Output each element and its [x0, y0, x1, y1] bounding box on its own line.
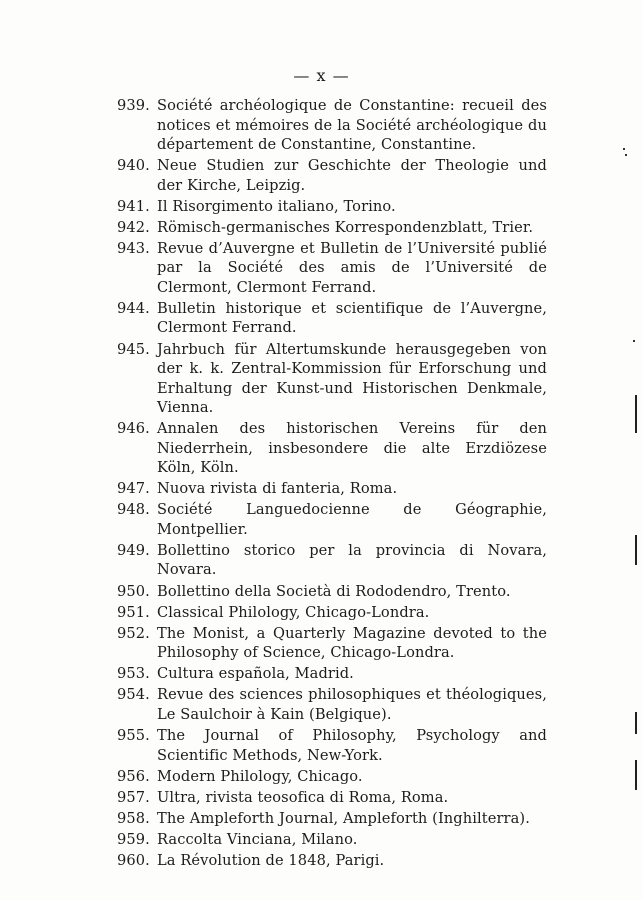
entry-text: The Monist, a Quarterly Magazine devoted to the Philosophy of Science, Chicago-Londra.	[157, 624, 547, 662]
list-item	[117, 767, 547, 787]
entry-text: Bollettino della Società di Rododendro, Trento.	[157, 582, 511, 600]
scan-speck	[623, 148, 625, 150]
entry-number: 941.	[117, 197, 150, 215]
entry-text: The Journal of Philosophy, Psychology and Scientific Methods, New-York.	[157, 727, 547, 764]
list-item	[117, 340, 547, 418]
scan-speck	[633, 340, 635, 342]
entry-text: Il Risorgimento italiano, Torino.	[157, 197, 396, 215]
entry-number: 959.	[117, 830, 150, 848]
scan-speck	[625, 154, 627, 156]
entry-text: Bollettino storico per la provincia di Novara, Novara.	[157, 541, 547, 579]
list-item	[117, 851, 547, 871]
entry-number: 943.	[117, 239, 150, 257]
entry-text: Raccolta Vinciana, Milano.	[157, 830, 358, 848]
entry-text: Neue Studien zur Geschichte der Theologie und der Kirche, Leipzig.	[157, 157, 547, 194]
list-item	[117, 809, 547, 829]
entry-number: 952.	[117, 624, 150, 642]
page-number-header: — x —	[293, 66, 350, 85]
entry-text: La Révolution de 1848, Parigi.	[157, 851, 385, 869]
entry-text: Cultura española, Madrid.	[157, 665, 354, 683]
list-item	[117, 830, 547, 850]
entry-text: Modern Philology, Chicago.	[157, 767, 363, 785]
entry-list	[117, 96, 547, 872]
list-item	[117, 239, 547, 298]
scan-edge-mark	[635, 395, 637, 433]
entry-text: Classical Philology, Chicago-Londra.	[157, 603, 430, 621]
list-item	[117, 582, 547, 602]
scan-edge-mark	[635, 535, 637, 565]
entry-number: 954.	[117, 686, 150, 704]
entry-number: 944.	[117, 299, 150, 317]
entry-text: Römisch-germanisches Korrespondenzblatt, Trier.	[157, 218, 534, 236]
list-item	[117, 479, 547, 499]
entry-text: Nuova rivista di fanteria, Roma.	[157, 480, 398, 498]
entry-number: 957.	[117, 788, 150, 806]
entry-number: 949.	[117, 541, 150, 559]
list-item	[117, 299, 547, 338]
entry-text: Société archéologique de Constantine: recueil des notices et mémoires de la Société archéologique du département de Constantine, Constantine.	[157, 97, 547, 153]
entry-number: 951.	[117, 603, 150, 621]
entry-number: 950.	[117, 582, 150, 600]
entry-text: Revue des sciences philosophiques et théologiques, Le Saulchoir à Kain (Belgique).	[157, 686, 547, 723]
scan-edge-mark	[635, 760, 637, 790]
list-item	[117, 500, 547, 539]
list-item	[117, 218, 547, 238]
list-item	[117, 726, 547, 765]
entry-number: 940.	[117, 157, 150, 175]
list-item	[117, 541, 547, 580]
entry-number: 945.	[117, 340, 150, 358]
entry-text: Jahrbuch für Altertumskunde herausgegeben von der k. k. Zentral-Kommission für Erforschung und Erhaltung der Kunst-und Historischen Denkmale, Vienna.	[157, 340, 547, 417]
list-item	[117, 419, 547, 478]
entry-text: Société Languedocienne de Géographie, Montpellier.	[157, 501, 547, 538]
entry-number: 942.	[117, 218, 150, 236]
entry-text: Ultra, rivista teosofica di Roma, Roma.	[157, 788, 449, 806]
entry-number: 946.	[117, 420, 150, 438]
entry-number: 953.	[117, 665, 150, 683]
entry-text: Bulletin historique et scientifique de l’Auvergne, Clermont Ferrand.	[157, 299, 547, 337]
entry-number: 956.	[117, 767, 150, 785]
entry-number: 947.	[117, 480, 150, 498]
entry-number: 955.	[117, 727, 150, 744]
entry-text: Revue d’Auvergne et Bulletin de l’Université publié par la Société des amis de l’Université de Clermont, Clermont Ferrand.	[157, 239, 547, 296]
list-item	[117, 96, 547, 155]
list-item	[117, 788, 547, 808]
list-item	[117, 603, 547, 623]
list-item	[117, 624, 547, 663]
list-item	[117, 156, 547, 195]
list-item	[117, 664, 547, 684]
scan-edge-mark	[635, 712, 637, 734]
list-item	[117, 685, 547, 724]
entry-text: Annalen des historischen Vereins für den Niederrhein, insbesondere die alte Erzdiözese Köln, Köln.	[157, 420, 547, 477]
entry-number: 960.	[117, 851, 150, 869]
entry-number: 958.	[117, 809, 150, 827]
entry-number: 939.	[117, 97, 150, 114]
list-item	[117, 197, 547, 217]
entry-text: The Ampleforth Journal, Ampleforth (Inghilterra).	[157, 809, 530, 827]
entry-number: 948.	[117, 501, 150, 519]
